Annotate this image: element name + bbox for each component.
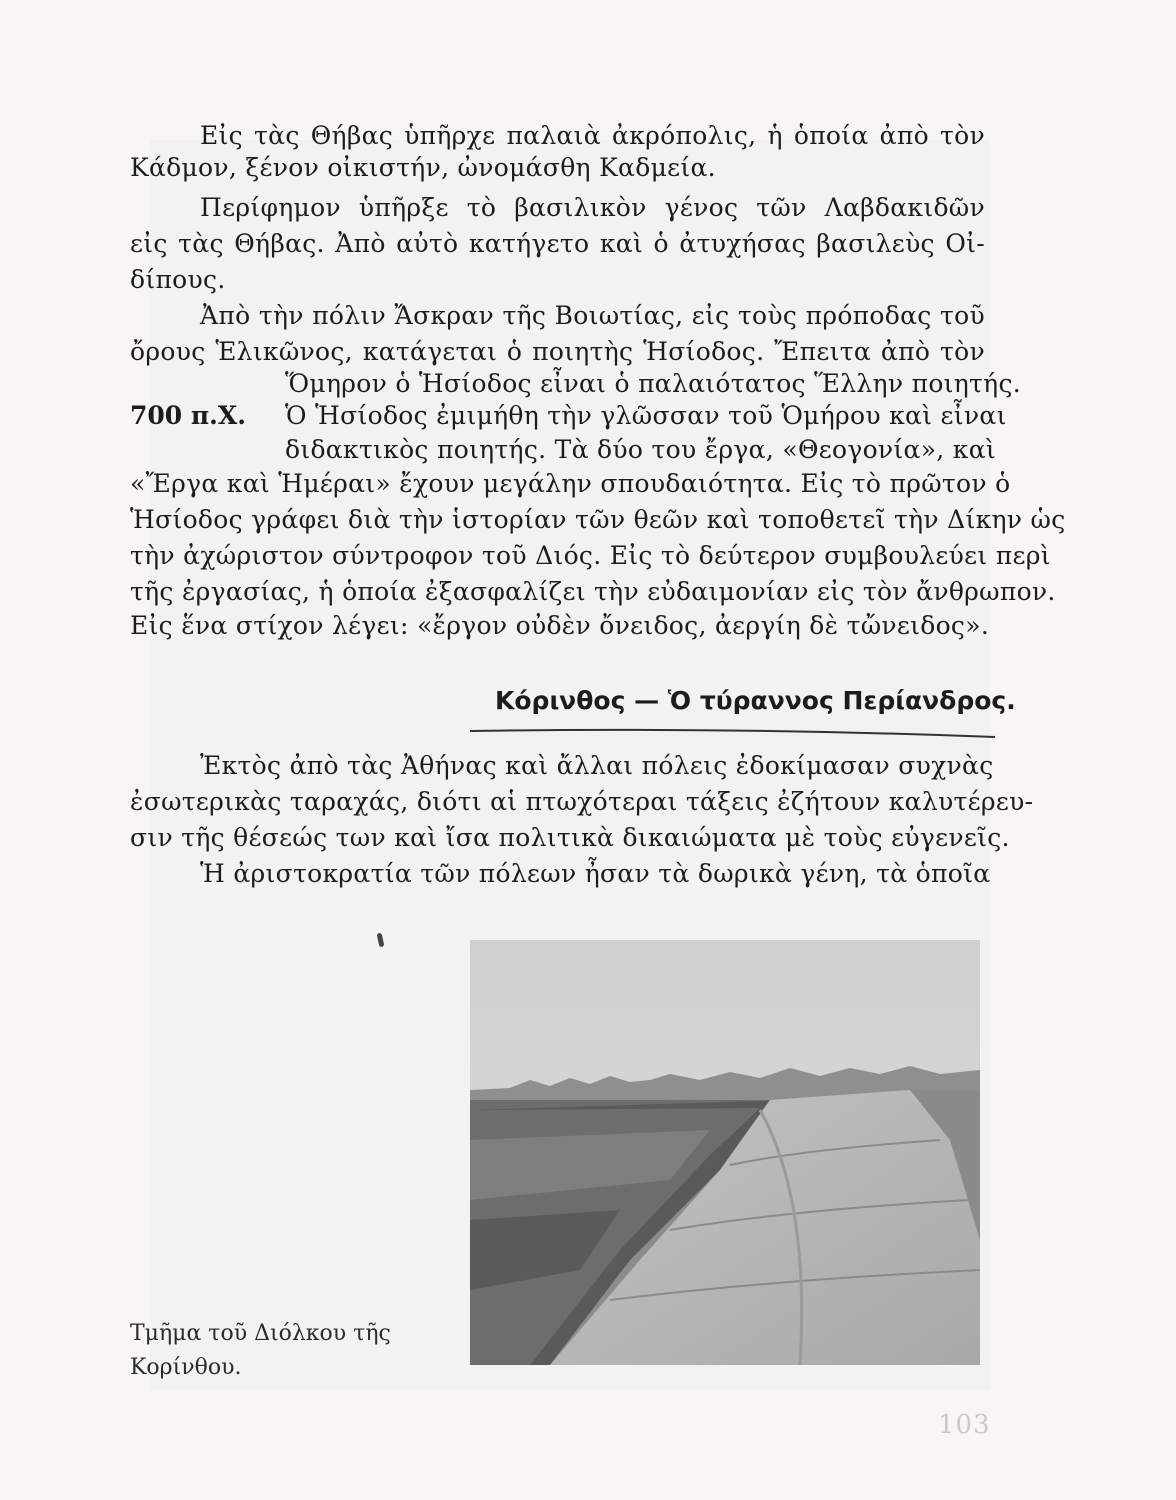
diolkos-photo-illustration (470, 940, 980, 1365)
text-line: σιν τῆς θέσεώς των καὶ ἴσα πολιτικὰ δικαιώματα μὲ τοὺς εὐγενεῖς. (130, 823, 1010, 852)
text-line: Κάδμον, ξένον οἰκιστήν, ὠνομάσθη Καδμεία. (130, 153, 716, 182)
text-line: δίπους. (130, 265, 226, 294)
caption-line: Τμῆμα τοῦ Διόλκου τῆς (130, 1321, 391, 1346)
section-heading: Κόρινθος — Ὁ τύραννος Περίανδρος. (495, 686, 1016, 715)
text-line: Ἀπὸ τὴν πόλιν Ἄσκραν τῆς Βοιωτίας, εἰς τοὺς πρόποδας τοῦ (200, 301, 985, 330)
text-line: Εἰς ἕνα στίχον λέγει: «ἔργον οὐδὲν ὄνειδος, ἀεργίη δὲ τὤνειδος». (130, 611, 990, 640)
text-line: ὄρους Ἑλικῶνος, κατάγεται ὁ ποιητὴς Ἡσίοδος. Ἔπειτα ἀπὸ τὸν (130, 337, 985, 366)
photo-caption (130, 1317, 391, 1385)
text-line: ἐσωτερικὰς ταραχάς, διότι αἱ πτωχότεραι τάξεις ἐζήτουν καλυτέρευ- (130, 787, 1034, 816)
text-line: διδακτικὸς ποιητής. Τὰ δύο του ἔργα, «Θεογονία», καὶ (285, 435, 997, 464)
text-line: Ὁ Ἡσίοδος ἐμιμήθη τὴν γλῶσσαν τοῦ Ὁμήρου καὶ εἶναι (285, 401, 1007, 430)
text-line: Περίφημον ὑπῆρξε τὸ βασιλικὸν γένος τῶν Λαβδακιδῶν (200, 193, 985, 222)
text-line: Ἐκτὸς ἀπὸ τὰς Ἀθήνας καὶ ἄλλαι πόλεις ἐδοκίμασαν συχνὰς (200, 751, 994, 780)
text-line: Ὅμηρον ὁ Ἡσίοδος εἶναι ὁ παλαιότατος Ἕλλην ποιητής. (285, 369, 1022, 398)
text-line: Εἰς τὰς Θήβας ὑπῆρχε παλαιὰ ἀκρόπολις, ἡ ὁποία ἀπὸ τὸν (200, 121, 985, 150)
margin-date: 700 π.Χ. (130, 401, 246, 430)
text-line: τὴν ἀχώριστον σύντροφον τοῦ Διός. Εἰς τὸ δεύτερον συμβουλεύει περὶ (130, 541, 1051, 570)
caption-line: Κορίνθου. (130, 1355, 242, 1380)
text-line: «Ἔργα καὶ Ἡμέραι» ἔχουν μεγάλην σπουδαιότητα. Εἰς τὸ πρῶτον ὁ (130, 469, 1011, 498)
page-number: 103 (938, 1410, 991, 1440)
text-line: Ἡ ἀριστοκρατία τῶν πόλεων ἦσαν τὰ δωρικὰ γένη, τὰ ὁποῖα (200, 859, 991, 888)
heading-underline (470, 725, 995, 741)
text-line: τῆς ἐργασίας, ἡ ὁποία ἐξασφαλίζει τὴν εὐδαιμονίαν εἰς τὸν ἄνθρωπον. (130, 577, 1056, 606)
text-line: Ἡσίοδος γράφει διὰ τὴν ἱστορίαν τῶν θεῶν καὶ τοποθετεῖ τὴν Δίκην ὡς (130, 505, 1066, 534)
text-line: εἰς τὰς Θήβας. Ἀπὸ αὐτὸ κατήγετο καὶ ὁ ἀτυχήσας βασιλεὺς Οἰ- (130, 229, 985, 258)
diolkos-photograph (470, 940, 980, 1365)
